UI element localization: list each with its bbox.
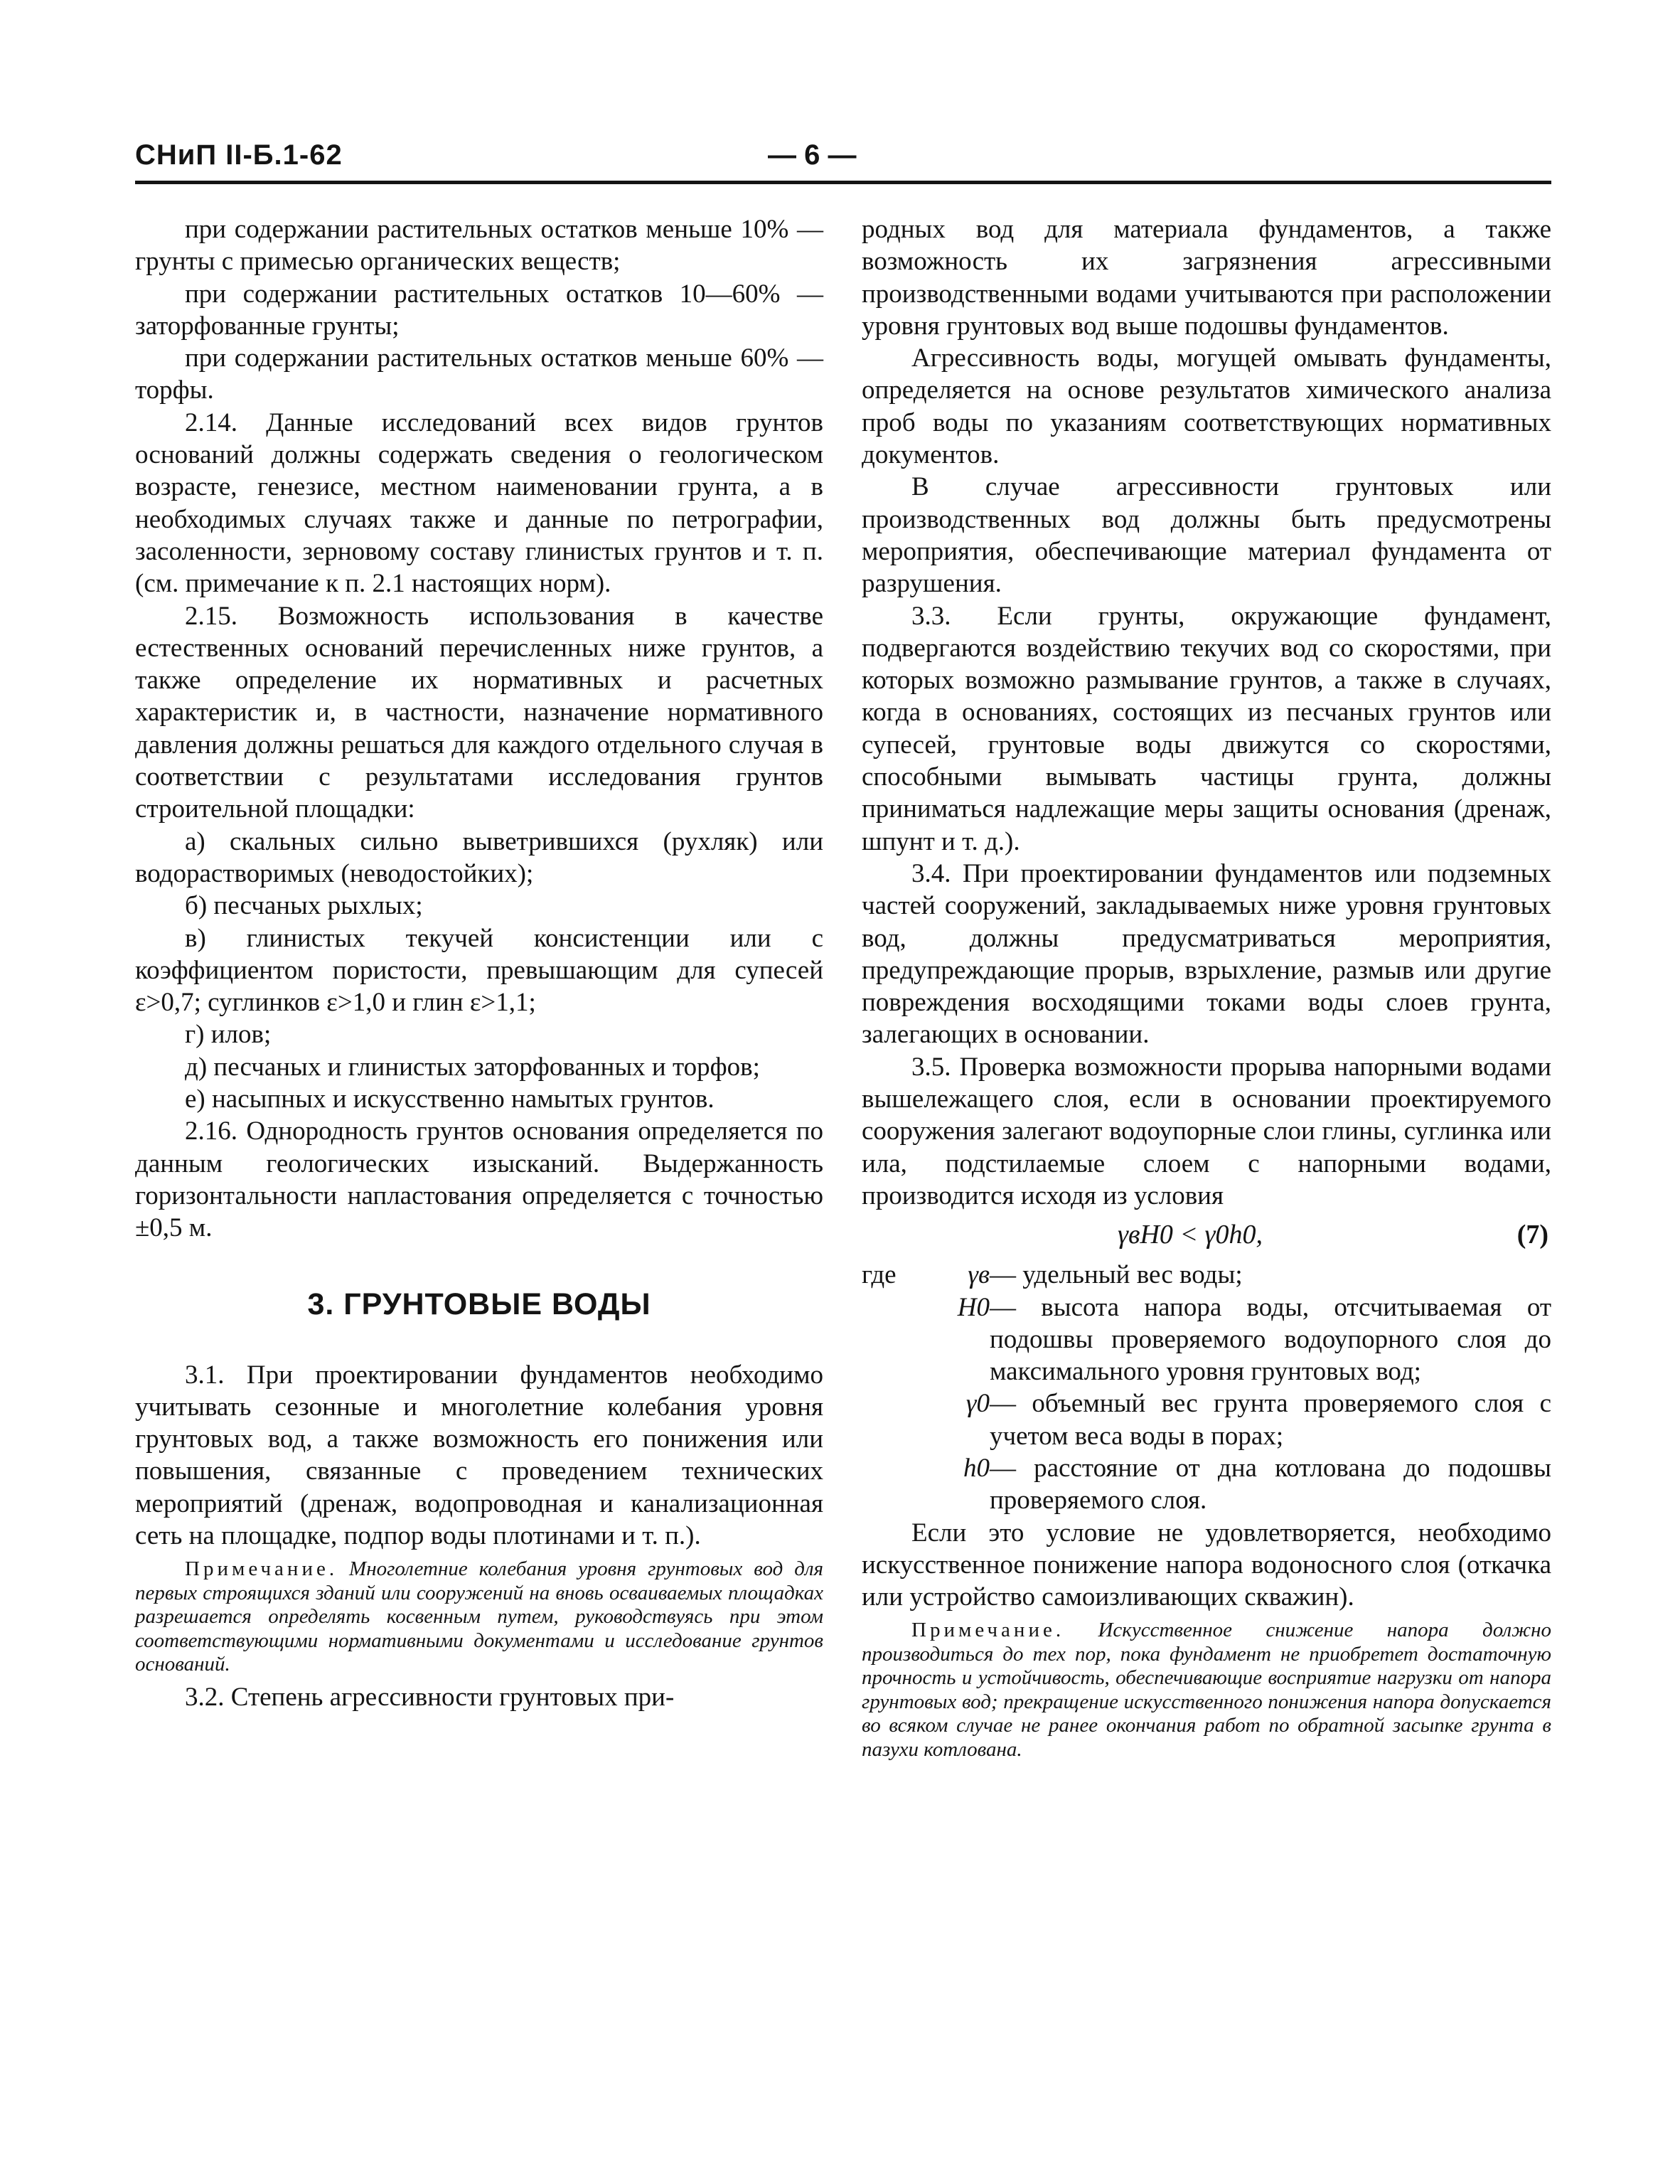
paragraph-3-5: 3.5. Проверка возможности прорыва напорными водами вышележащего слоя, если в основании проектируемого сооружения залегают водоупорные слои глины, суглинка или ила, подстилаемые слоем с напорными водами, производится исходя из условия <box>862 1052 1551 1210</box>
paragraph: В случае агрессивности грунтовых или производственных вод должны быть предусмотрены мероприятия, обеспечивающие материал фундамента от разрушения. <box>862 472 1551 599</box>
paragraph: при содержании растительных остатков 10—60% — заторфованные грунты; <box>135 279 823 341</box>
definitions <box>862 1259 1551 1516</box>
note-label: Примечание. <box>911 1619 1065 1642</box>
definition-text: — объемный вес грунта проверяемого слоя с учетом веса воды в порах; <box>990 1389 1551 1451</box>
paragraph-2-15: 2.15. Возможность использования в качестве естественных оснований перечисленных ниже грунтов, а также определение их нормативных и расчетных характеристик и, в частности, назначение нормативного давления должны решаться для каждого отдельного случая в соответствии с результатами исследования грунтов строительной площадки: <box>135 601 823 824</box>
definition-item <box>862 1452 1551 1517</box>
definition-item <box>862 1291 1551 1388</box>
definition-text: — расстояние от дна котлована до подошвы проверяемого слоя. <box>990 1453 1551 1516</box>
paragraph-3-1: 3.1. При проектировании фундаментов необходимо учитывать сезонные и многолетние колебания уровня грунтовых вод, а также возможность его понижения или повышения, связанные с проведением технических мероприятий (дренаж, водопроводная и канализационная сеть на площадке, подпор воды плотинами и т. п.). <box>135 1360 823 1550</box>
paragraph-3-3: 3.3. Если грунты, окружающие фундамент, подвергаются воздействию текучих вод со скоростями, при которых возможно размывание грунтов, а также в случаях, когда в основаниях, состоящих из песчаных грунтов или супесей, грунтовые воды движутся со скоростями, способными вымывать частицы грунта, должны приниматься надлежащие меры защиты основания (дренаж, шпунт и т. д.). <box>862 601 1551 856</box>
paragraph: Агрессивность воды, могущей омывать фундаменты, определяется на основе результатов химического анализа проб воды по указаниям соответствующих нормативных документов. <box>862 343 1551 470</box>
note-text: Искусственное снижение напора должно производиться до тех пор, пока фундамент не приобретет достаточную прочность и устойчивость, обеспечивающие восприятие нагрузки от напора грунтовых вод; прекращение искусственного понижения напора допускается во всяком случае не ранее окончания работ по обратной засыпке грунта в пазухи котлована. <box>862 1619 1551 1761</box>
list-item: е) насыпных и искусственно намытых грунтов. <box>185 1085 715 1114</box>
paragraph-2-14: 2.14. Данные исследований всех видов грунтов оснований должны содержать сведения о геологическом возрасте, генезисе, местном наименовании грунта, а в необходимых случаях также и данные по петрографии, засоленности, зерновому составу глинистых грунтов и т. п. (см. примечание к п. 2.1 настоящих норм). <box>135 407 823 599</box>
section-title: 3. ГРУНТОВЫЕ ВОДЫ <box>307 1287 651 1321</box>
paragraph: Если это условие не удовлетворяется, необходимо искусственное понижение напора водоносного слоя (откачка или устройство самоизливающих скважин). <box>862 1518 1551 1612</box>
definition-symbol: γ0 <box>965 1389 990 1419</box>
definition-symbol: H0 <box>957 1292 990 1322</box>
note-text: Многолетние колебания уровня грунтовых вод для первых строящихся зданий или сооружений на вновь осваиваемых площадках разрешается определять косвенным путем, руководствуясь при этом соответствующими нормативными документами и исследование грунтов оснований. <box>135 1557 823 1676</box>
definition-symbol: h0 <box>963 1453 990 1483</box>
list-item: д) песчаных и глинистых заторфованных и торфов; <box>185 1052 760 1082</box>
left-column <box>135 213 823 1713</box>
definition-item <box>862 1387 1551 1452</box>
note <box>135 1557 823 1677</box>
definition-item <box>862 1259 1551 1291</box>
list-item: б) песчаных рыхлых; <box>185 891 423 921</box>
page-number: — 6 — <box>768 139 857 171</box>
paragraph-2-16: 2.16. Однородность грунтов основания определяется по данным геологических изысканий. Выдержанность горизонтальности напластования определяется с точностью ±0,5 м. <box>135 1117 823 1243</box>
definition-text: — удельный вес воды; <box>990 1260 1243 1290</box>
document-code: СНиП II-Б.1-62 <box>135 139 343 171</box>
definition-text: — высота напора воды, отсчитываемая от подошвы проверяемого водоупорного слоя до максимального уровня грунтовых вод; <box>990 1292 1551 1387</box>
paragraph: при содержании растительных остатков меньше 10% — грунты с примесью органических веществ; <box>135 215 823 277</box>
where-word: где <box>862 1260 897 1290</box>
formula-number: (7) <box>1516 1220 1548 1250</box>
paragraph-3-2: 3.2. Степень агрессивности грунтовых при- <box>185 1682 675 1712</box>
list-item: г) илов; <box>185 1020 272 1050</box>
right-column <box>862 213 1551 1762</box>
formula <box>862 1215 1551 1256</box>
note <box>862 1619 1551 1762</box>
list-item: а) скальных сильно выветрившихся (рухляк) или водорастворимых (неводостойких); <box>135 826 823 888</box>
list-item: в) глинистых текучей консистенции или с коэффициентом пористости, превышающим для супесей ε>0,7; суглинков ε>1,0 и глин ε>1,1; <box>135 923 823 1018</box>
page-header <box>135 139 1551 183</box>
header-rule <box>135 181 1551 184</box>
definition-symbol: γв <box>968 1260 990 1290</box>
paragraph-3-4: 3.4. При проектировании фундаментов или подземных частей сооружений, закладываемых ниже уровня грунтовых вод, должны предусматриваться мероприятия, предупреждающие прорыв, взрыхление, размыв или другие повреждения восходящими токами воды слоев грунта, залегающих в основании. <box>862 858 1551 1050</box>
paragraph: при содержании растительных остатков меньше 60% — торфы. <box>135 343 823 405</box>
note-label: Примечание. <box>185 1557 338 1581</box>
formula-expression: γвH0 < γ0h0, <box>1118 1220 1263 1250</box>
paragraph: родных вод для материала фундаментов, а также возможность их загрязнения агрессивными производственными водами учитываются при расположении уровня грунтовых вод выше подошвы фундаментов. <box>862 215 1551 341</box>
